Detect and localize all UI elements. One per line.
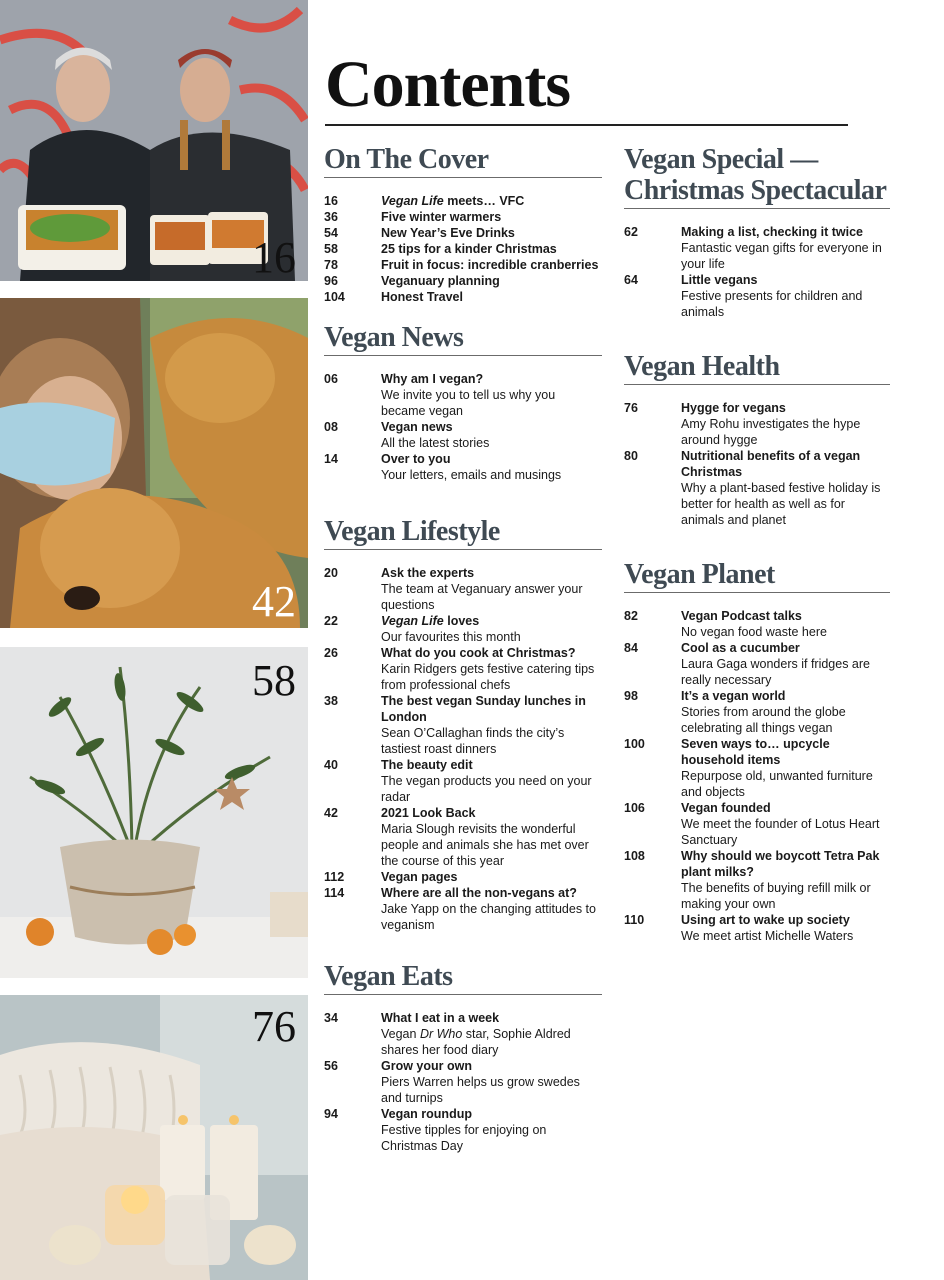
entry-title xyxy=(681,736,890,768)
entry-description-text: Sean O’Callaghan finds the city’s tastiest roast dinners xyxy=(381,726,565,756)
entry-body xyxy=(381,1010,602,1058)
entry-description-text: star, Sophie Aldred shares her food diary xyxy=(381,1027,571,1057)
entry-list xyxy=(324,565,602,933)
entry-title-text: It’s a vegan world xyxy=(681,689,786,703)
entry-body xyxy=(381,805,602,869)
entry-page-number: 80 xyxy=(624,449,638,463)
entry-description xyxy=(381,435,602,451)
entry-description-text: Fantastic vegan gifts for everyone in your life xyxy=(681,241,882,271)
entry-body xyxy=(681,448,890,528)
entry-description xyxy=(681,656,890,688)
toc-entry[interactable] xyxy=(624,400,890,448)
entry-title-text: Fruit in focus: incredible cranberries xyxy=(381,258,599,272)
entry-title xyxy=(681,448,890,480)
entry-title xyxy=(381,451,602,467)
entry-title xyxy=(681,800,890,816)
entry-title-text: meets… VFC xyxy=(443,194,525,208)
toc-entry[interactable] xyxy=(324,273,602,289)
entry-description xyxy=(681,624,890,640)
entry-body xyxy=(381,257,602,273)
toc-entry[interactable] xyxy=(324,451,602,483)
toc-entry[interactable] xyxy=(624,608,890,640)
entry-description-text: Amy Rohu investigates the hype around hygge xyxy=(681,417,861,447)
entry-page-number: 08 xyxy=(324,420,338,434)
entry-title-text: Where are all the non-vegans at? xyxy=(381,886,577,900)
entry-page-number: 38 xyxy=(324,694,338,708)
entry-title-text: 25 tips for a kinder Christmas xyxy=(381,242,557,256)
entry-description-text: Our favourites this month xyxy=(381,630,521,644)
entry-title-text: Vegan pages xyxy=(381,870,458,884)
entry-title xyxy=(381,1010,602,1026)
entry-body xyxy=(681,912,890,944)
entry-title-text: Veganuary planning xyxy=(381,274,500,288)
entry-title-emphasis: Vegan Life xyxy=(381,194,444,208)
entry-list xyxy=(624,224,890,320)
entry-body xyxy=(681,608,890,640)
entry-description xyxy=(381,773,602,805)
entry-title-text: Making a list, checking it twice xyxy=(681,225,863,239)
entry-title-text: Vegan Podcast talks xyxy=(681,609,802,623)
health-photo-candles xyxy=(0,995,308,1280)
toc-entry[interactable] xyxy=(324,645,602,693)
photo-page-number: 58 xyxy=(252,656,296,705)
entry-description-text: Why a plant-based festive holiday is better for health as well as for animals and planet xyxy=(681,481,881,527)
toc-entry[interactable] xyxy=(324,693,602,757)
section-vegan-planet xyxy=(624,559,890,944)
entry-body xyxy=(381,757,602,805)
entry-title-text: Vegan founded xyxy=(681,801,771,815)
entry-list xyxy=(324,1010,602,1154)
entry-page-number: 58 xyxy=(324,242,338,256)
entry-title-text: New Year’s Eve Drinks xyxy=(381,226,515,240)
entry-title xyxy=(381,869,602,885)
section-heading: Vegan Eats xyxy=(324,961,602,995)
section-vegan-health xyxy=(624,351,890,528)
section-heading: Vegan Health xyxy=(624,351,890,385)
entry-page-number: 84 xyxy=(624,641,638,655)
entry-description-prefix: Vegan xyxy=(381,1027,420,1041)
entry-body xyxy=(681,800,890,848)
entry-body xyxy=(681,848,890,912)
entry-page-number: 94 xyxy=(324,1107,338,1121)
entry-description xyxy=(681,816,890,848)
entry-title xyxy=(681,400,890,416)
toc-entry[interactable] xyxy=(624,448,890,528)
entry-description-text: We invite you to tell us why you became vegan xyxy=(381,388,556,418)
entry-description-text: The benefits of buying refill milk or making your own xyxy=(681,881,871,911)
entry-title xyxy=(681,848,890,880)
section-vegan-lifestyle xyxy=(324,516,602,933)
entry-description-text: Jake Yapp on the changing attitudes to veganism xyxy=(381,902,596,932)
entry-description xyxy=(381,629,602,645)
entry-page-number: 16 xyxy=(324,194,338,208)
entry-description-text: Stories from around the globe celebrating all things vegan xyxy=(681,705,846,735)
entry-title xyxy=(681,912,890,928)
entry-title xyxy=(381,1106,602,1122)
entry-description xyxy=(681,480,890,528)
entry-body xyxy=(381,371,602,419)
entry-title-text: Honest Travel xyxy=(381,290,463,304)
entry-page-number: 56 xyxy=(324,1059,338,1073)
entry-body xyxy=(381,1106,602,1154)
entry-description-text: Repurpose old, unwanted furniture and objects xyxy=(681,769,873,799)
entry-title-text: Seven ways to… upcycle household items xyxy=(681,737,830,767)
entry-title-text: The best vegan Sunday lunches in London xyxy=(381,694,586,724)
photo-page-number: 42 xyxy=(252,577,296,626)
entry-page-number: 36 xyxy=(324,210,338,224)
entry-description xyxy=(381,901,602,933)
toc-entry[interactable] xyxy=(324,869,602,885)
entry-body xyxy=(681,688,890,736)
entry-description-text: Festive presents for children and animals xyxy=(681,289,863,319)
entry-description-text: All the latest stories xyxy=(381,436,490,450)
entry-title-text: Why am I vegan? xyxy=(381,372,484,386)
entry-description-text: Your letters, emails and musings xyxy=(381,468,562,482)
entry-description xyxy=(381,1026,602,1058)
toc-entry[interactable] xyxy=(324,565,602,613)
entry-body xyxy=(381,193,602,209)
toc-entry[interactable] xyxy=(324,1106,602,1154)
entry-page-number: 100 xyxy=(624,737,645,751)
entry-body xyxy=(381,451,602,483)
entry-page-number: 54 xyxy=(324,226,338,240)
entry-body xyxy=(381,289,602,305)
entry-title-text: Why should we boycott Tetra Pak plant milks? xyxy=(681,849,880,879)
entry-page-number: 108 xyxy=(624,849,645,863)
entry-title-emphasis: Vegan Life xyxy=(381,614,444,628)
toc-entry[interactable] xyxy=(324,209,602,225)
entry-description-text: Karin Ridgers gets festive catering tips from professional chefs xyxy=(381,662,595,692)
entry-page-number: 96 xyxy=(324,274,338,288)
entry-body xyxy=(381,613,602,645)
entry-body xyxy=(381,885,602,933)
page-title: Contents xyxy=(325,48,571,121)
entry-description xyxy=(681,416,890,448)
entry-title-text: Five winter warmers xyxy=(381,210,502,224)
toc-entry[interactable] xyxy=(324,225,602,241)
entry-page-number: 62 xyxy=(624,225,638,239)
entry-page-number: 104 xyxy=(324,290,345,304)
entry-description-text: The vegan products you need on your radar xyxy=(381,774,592,804)
toc-entry[interactable] xyxy=(624,224,890,272)
entry-description xyxy=(681,880,890,912)
cover-photo-vfc xyxy=(0,0,308,281)
entry-title-text: Over to you xyxy=(381,452,451,466)
entry-title xyxy=(381,257,602,273)
entry-description-text: Piers Warren helps us grow swedes and turnips xyxy=(381,1075,580,1105)
entry-description xyxy=(381,387,602,419)
entry-body xyxy=(681,736,890,800)
toc-entry[interactable] xyxy=(624,688,890,736)
entry-description xyxy=(381,467,602,483)
entry-title xyxy=(381,693,602,725)
entry-list xyxy=(624,608,890,944)
toc-entry[interactable] xyxy=(624,272,890,320)
entry-description xyxy=(681,240,890,272)
entry-list xyxy=(324,371,602,483)
section-vegan-eats xyxy=(324,961,602,1154)
toc-entry[interactable] xyxy=(324,193,602,209)
entry-page-number: 20 xyxy=(324,566,338,580)
entry-body xyxy=(681,224,890,272)
entry-title xyxy=(381,209,602,225)
entry-description-text: Maria Slough revisits the wonderful people and animals she has met over the course of this year xyxy=(381,822,589,868)
entry-title xyxy=(381,757,602,773)
toc-entry[interactable] xyxy=(324,371,602,419)
toc-entry[interactable] xyxy=(624,912,890,944)
entry-body xyxy=(681,640,890,688)
entry-title xyxy=(381,565,602,581)
entry-description-text: Laura Gaga wonders if fridges are really necessary xyxy=(681,657,870,687)
entry-description-emphasis: Dr Who xyxy=(419,1027,463,1041)
entry-title xyxy=(681,640,890,656)
entry-body xyxy=(681,400,890,448)
entry-title-text: Vegan news xyxy=(381,420,453,434)
toc-entry[interactable] xyxy=(624,640,890,688)
entry-title xyxy=(381,613,602,629)
toc-entry[interactable] xyxy=(324,1058,602,1106)
toc-entry[interactable] xyxy=(324,241,602,257)
entry-title xyxy=(681,688,890,704)
news-photo-dogs xyxy=(0,298,308,628)
toc-entry[interactable] xyxy=(324,613,602,645)
toc-entry[interactable] xyxy=(324,289,602,305)
photo-page-number: 16 xyxy=(252,233,296,281)
entry-page-number: 98 xyxy=(624,689,638,703)
entry-title-text: What do you cook at Christmas? xyxy=(381,646,576,660)
entry-title xyxy=(681,224,890,240)
entry-title-text: Little vegans xyxy=(681,273,758,287)
toc-entry[interactable] xyxy=(324,805,602,869)
entry-description xyxy=(681,768,890,800)
entry-body xyxy=(381,1058,602,1106)
entry-title-text: loves xyxy=(443,614,480,628)
entry-body xyxy=(381,693,602,757)
entry-body xyxy=(381,869,602,885)
entry-page-number: 78 xyxy=(324,258,338,272)
entry-description-text: No vegan food waste here xyxy=(681,625,827,639)
entry-body xyxy=(381,273,602,289)
entry-title-text: What I eat in a week xyxy=(381,1011,500,1025)
section-vegan-special xyxy=(624,144,890,320)
entry-title-text: 2021 Look Back xyxy=(381,806,476,820)
title-divider xyxy=(325,124,848,126)
entry-description xyxy=(381,1074,602,1106)
toc-entry[interactable] xyxy=(324,257,602,273)
section-on-the-cover xyxy=(324,144,602,305)
entry-title-text: Nutritional benefits of a vegan Christmas xyxy=(681,449,861,479)
section-vegan-news xyxy=(324,322,602,483)
entry-page-number: 26 xyxy=(324,646,338,660)
entry-description xyxy=(681,704,890,736)
entry-description xyxy=(381,821,602,869)
entry-title xyxy=(381,241,602,257)
entry-page-number: 76 xyxy=(624,401,638,415)
entry-title xyxy=(381,1058,602,1074)
entry-title xyxy=(381,645,602,661)
entry-body xyxy=(681,272,890,320)
entry-body xyxy=(381,645,602,693)
entry-body xyxy=(381,565,602,613)
entry-page-number: 114 xyxy=(324,886,345,900)
section-heading: Vegan Lifestyle xyxy=(324,516,602,550)
entry-description xyxy=(381,661,602,693)
toc-entry[interactable] xyxy=(624,800,890,848)
entry-title xyxy=(381,289,602,305)
entry-list xyxy=(324,193,602,305)
entry-page-number: 06 xyxy=(324,372,338,386)
entry-title xyxy=(381,885,602,901)
entry-title xyxy=(681,608,890,624)
entry-page-number: 64 xyxy=(624,273,638,287)
entry-title-text: The beauty edit xyxy=(381,758,473,772)
section-heading: Vegan News xyxy=(324,322,602,356)
toc-entry[interactable] xyxy=(324,1010,602,1058)
entry-description xyxy=(381,725,602,757)
entry-page-number: 22 xyxy=(324,614,338,628)
toc-entry[interactable] xyxy=(324,885,602,933)
entry-page-number: 82 xyxy=(624,609,638,623)
entry-description xyxy=(381,581,602,613)
entry-title xyxy=(381,805,602,821)
entry-title-text: Ask the experts xyxy=(381,566,475,580)
entry-list xyxy=(624,400,890,528)
entry-description xyxy=(381,1122,602,1154)
entry-description-text: We meet artist Michelle Waters xyxy=(681,929,854,943)
entry-page-number: 112 xyxy=(324,870,345,884)
entry-title-text: Hygge for vegans xyxy=(681,401,786,415)
entry-description xyxy=(681,288,890,320)
entry-page-number: 106 xyxy=(624,801,645,815)
entry-description-text: We meet the founder of Lotus Heart Sanctuary xyxy=(681,817,880,847)
section-heading: Vegan Planet xyxy=(624,559,890,593)
entry-page-number: 40 xyxy=(324,758,338,772)
entry-page-number: 14 xyxy=(324,452,338,466)
photo-page-number: 76 xyxy=(252,1002,296,1051)
lifestyle-photo-plant xyxy=(0,647,308,978)
entry-title-text: Using art to wake up society xyxy=(681,913,850,927)
entry-body xyxy=(381,241,602,257)
entry-page-number: 110 xyxy=(624,913,645,927)
entry-title-text: Cool as a cucumber xyxy=(681,641,800,655)
entry-page-number: 34 xyxy=(324,1011,338,1025)
entry-description-text: The team at Veganuary answer your questions xyxy=(381,582,583,612)
entry-description-text: Festive tipples for enjoying on Christmas Day xyxy=(381,1123,547,1153)
toc-entry[interactable] xyxy=(324,419,602,451)
entry-title xyxy=(381,371,602,387)
entry-title-text: Grow your own xyxy=(381,1059,472,1073)
entry-title xyxy=(681,272,890,288)
entry-description xyxy=(681,928,890,944)
section-heading: Vegan Special — Christmas Spectacular xyxy=(624,144,890,209)
entry-title xyxy=(381,419,602,435)
toc-entry[interactable] xyxy=(624,736,890,800)
entry-title xyxy=(381,225,602,241)
entry-body xyxy=(381,419,602,451)
entry-title xyxy=(381,193,602,209)
entry-title xyxy=(381,273,602,289)
entry-body xyxy=(381,225,602,241)
toc-entry[interactable] xyxy=(324,757,602,805)
toc-entry[interactable] xyxy=(624,848,890,912)
entry-title-text: Vegan roundup xyxy=(381,1107,472,1121)
section-heading: On The Cover xyxy=(324,144,602,178)
entry-page-number: 42 xyxy=(324,806,338,820)
entry-body xyxy=(381,209,602,225)
